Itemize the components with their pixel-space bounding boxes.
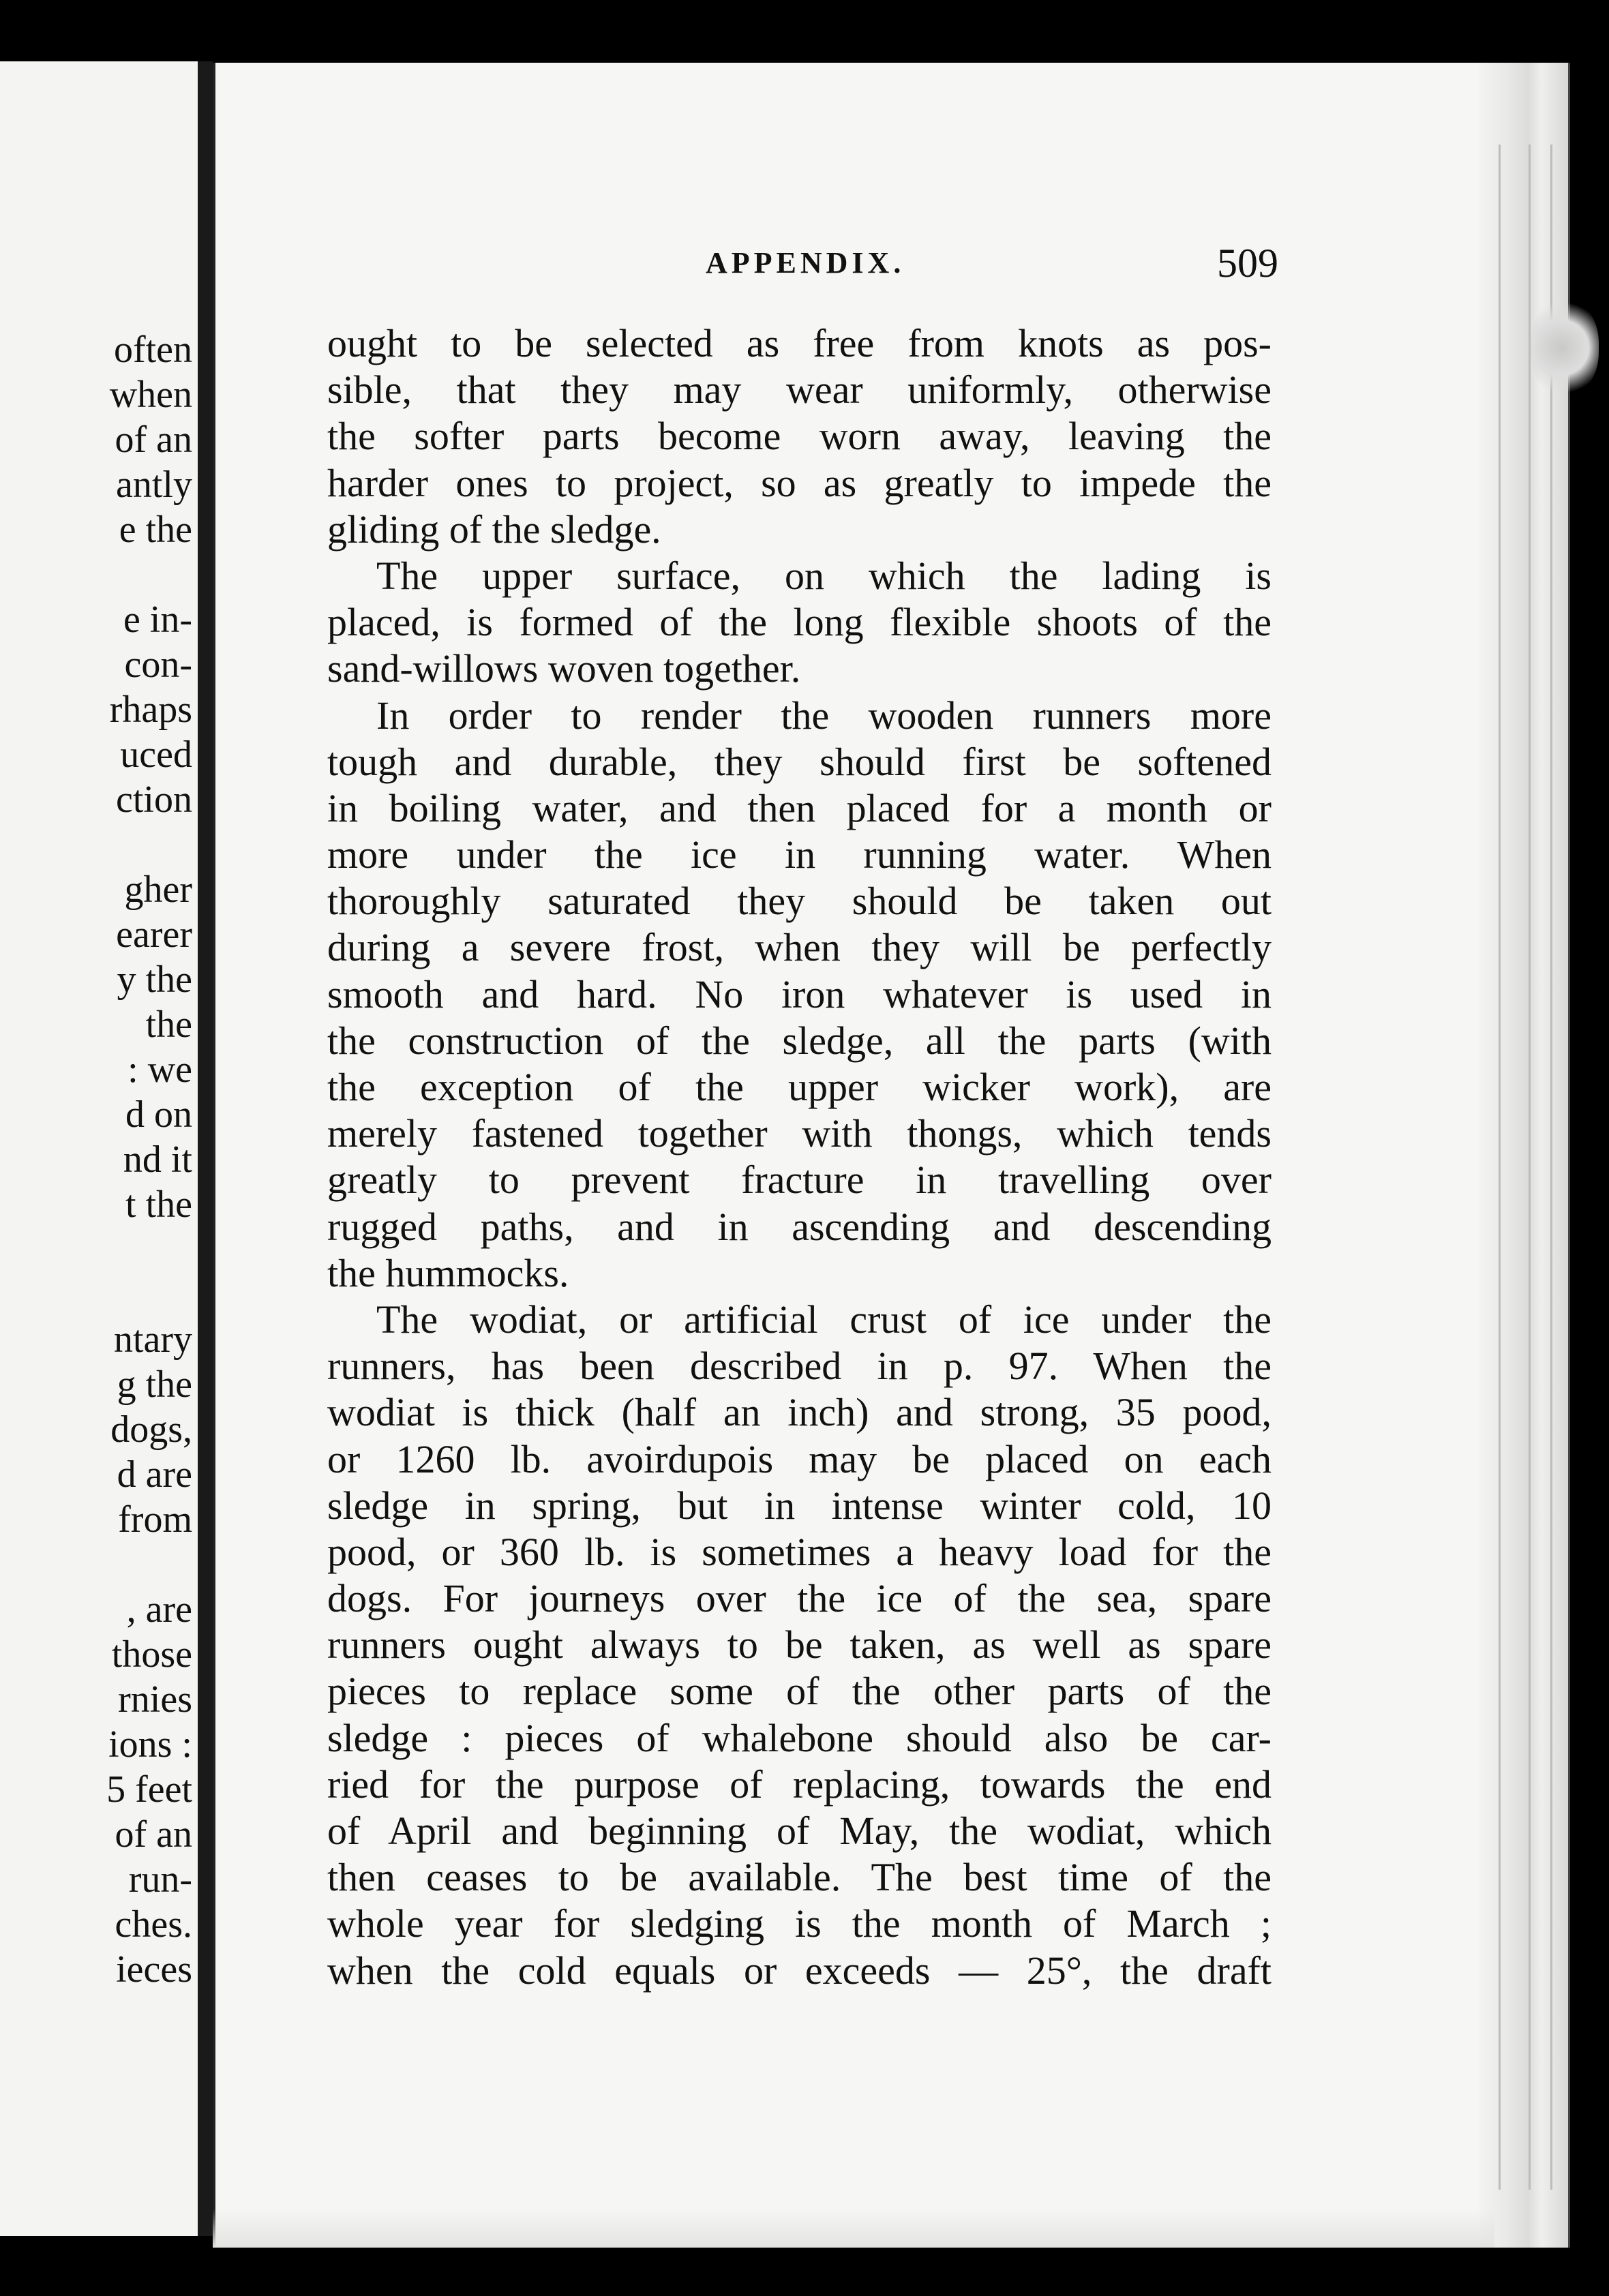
left-page-line	[8, 822, 192, 867]
text-line: the hummocks.	[327, 1250, 569, 1295]
text-line: sledge in spring, but in intense winter cold, 10	[327, 1483, 1272, 1528]
text-line: runners ought always to be taken, as well as spare	[327, 1622, 1272, 1667]
text-line: when the cold equals or exceeds — 25°, the draft	[327, 1948, 1272, 1993]
left-page-text	[8, 327, 192, 1992]
text-line: harder ones to project, so as greatly to impede the	[327, 460, 1272, 505]
text-line: ried for the purpose of replacing, towards the end	[327, 1762, 1272, 1807]
left-page-line: d on	[125, 1093, 192, 1136]
page-edge-line	[1499, 145, 1501, 2190]
left-page-line: d are	[117, 1453, 192, 1496]
text-line: In order to render the wooden runners more	[376, 693, 1272, 738]
text-line: placed, is formed of the long flexible shoots of the	[327, 600, 1272, 645]
text-line: more under the ice in running water. When	[327, 832, 1272, 877]
page-bottom-shadow	[213, 2209, 1494, 2248]
left-page-line: nd it	[123, 1138, 192, 1181]
text-line: sible, that they may wear uniformly, otherwise	[327, 367, 1272, 412]
left-page-line: often	[113, 329, 192, 371]
text-line: The wodiat, or artificial crust of ice under the	[376, 1297, 1272, 1342]
text-line: then ceases to be available. The best time of the	[327, 1855, 1272, 1900]
left-page-line: those	[111, 1633, 192, 1676]
left-page-line: uced	[120, 734, 192, 776]
left-page-line: gher	[124, 868, 192, 911]
text-line: merely fastened together with thongs, which tends	[327, 1111, 1272, 1156]
left-page-line: 5 feet	[106, 1768, 192, 1811]
page-number: 509	[1217, 241, 1278, 286]
page-edge-line	[1550, 145, 1552, 2190]
left-page-line: of an	[115, 419, 192, 461]
left-page-line: e in-	[123, 599, 192, 641]
left-page-line: ntary	[113, 1318, 192, 1361]
left-page-line: t the	[125, 1183, 192, 1226]
left-page-line: antly	[116, 464, 192, 506]
left-page-line: when	[109, 374, 192, 416]
left-page-line	[8, 1227, 192, 1272]
text-line: thoroughly saturated they should be taken out	[327, 879, 1272, 924]
left-page-line: ions :	[108, 1723, 192, 1766]
left-page-line: run-	[128, 1858, 192, 1901]
left-page-line: ction	[116, 779, 192, 821]
text-line: during a severe frost, when they will be perfectly	[327, 925, 1272, 970]
text-line: runners, has been described in p. 97. When the	[327, 1344, 1272, 1389]
left-page-line: of an	[115, 1813, 192, 1856]
text-line: greatly to prevent fracture in travelling over	[327, 1158, 1272, 1203]
text-line: ought to be selected as free from knots as pos-	[327, 321, 1272, 365]
text-line: The upper surface, on which the lading is	[376, 553, 1272, 598]
text-line: the exception of the upper wicker work), are	[327, 1065, 1272, 1109]
left-page-line: ches.	[115, 1903, 192, 1946]
text-line: the softer parts become worn away, leaving the	[327, 414, 1272, 459]
left-page-line: con-	[124, 644, 192, 686]
text-line: sledge : pieces of whalebone should also be car-	[327, 1715, 1272, 1760]
left-page-line: ieces	[116, 1948, 192, 1991]
text-line: wodiat is thick (half an inch) and strong, 35 pood,	[327, 1390, 1272, 1435]
text-line: in boiling water, and then placed for a month or	[327, 785, 1272, 830]
left-page-line: : we	[127, 1048, 192, 1091]
page-header	[327, 240, 1282, 294]
body-text	[327, 320, 1272, 1994]
text-line: gliding of the sledge.	[327, 507, 661, 552]
left-page-line: , are	[126, 1588, 192, 1631]
page-edge-line	[1529, 145, 1531, 2190]
text-line: dogs. For journeys over the ice of the sea, spare	[327, 1576, 1272, 1621]
text-line: pieces to replace some of the other parts of the	[327, 1669, 1272, 1714]
left-page-line: rnies	[118, 1678, 192, 1721]
left-page-line: e the	[119, 509, 192, 551]
text-line: smooth and hard. No iron whatever is used in	[327, 971, 1272, 1016]
text-line: the construction of the sledge, all the parts (with	[327, 1018, 1272, 1063]
left-page-line: earer	[116, 913, 192, 956]
left-page-line: g the	[117, 1363, 192, 1406]
left-page-line: y the	[117, 958, 192, 1001]
left-page-line: rhaps	[109, 689, 192, 731]
running-head: APPENDIX.	[706, 246, 905, 280]
left-page-line	[8, 1272, 192, 1317]
book-gutter	[198, 61, 213, 2236]
text-line: rugged paths, and in ascending and descending	[327, 1204, 1272, 1249]
left-page-line	[8, 1542, 192, 1587]
text-line: sand-willows woven together.	[327, 646, 801, 691]
text-line: whole year for sledging is the month of March ;	[327, 1901, 1272, 1946]
text-line: tough and durable, they should first be softened	[327, 739, 1272, 784]
left-page-fragment	[0, 61, 198, 2236]
page-stain	[1531, 300, 1599, 395]
text-line: or 1260 lb. avoirdupois may be placed on each	[327, 1436, 1272, 1481]
left-page-line: the	[145, 1003, 192, 1046]
text-line: of April and beginning of May, the wodiat, which	[327, 1809, 1272, 1853]
left-page-line: dogs,	[110, 1408, 192, 1451]
left-page-line	[8, 552, 192, 597]
text-line: pood, or 360 lb. is sometimes a heavy load for the	[327, 1529, 1272, 1574]
left-page-line: from	[118, 1498, 192, 1541]
